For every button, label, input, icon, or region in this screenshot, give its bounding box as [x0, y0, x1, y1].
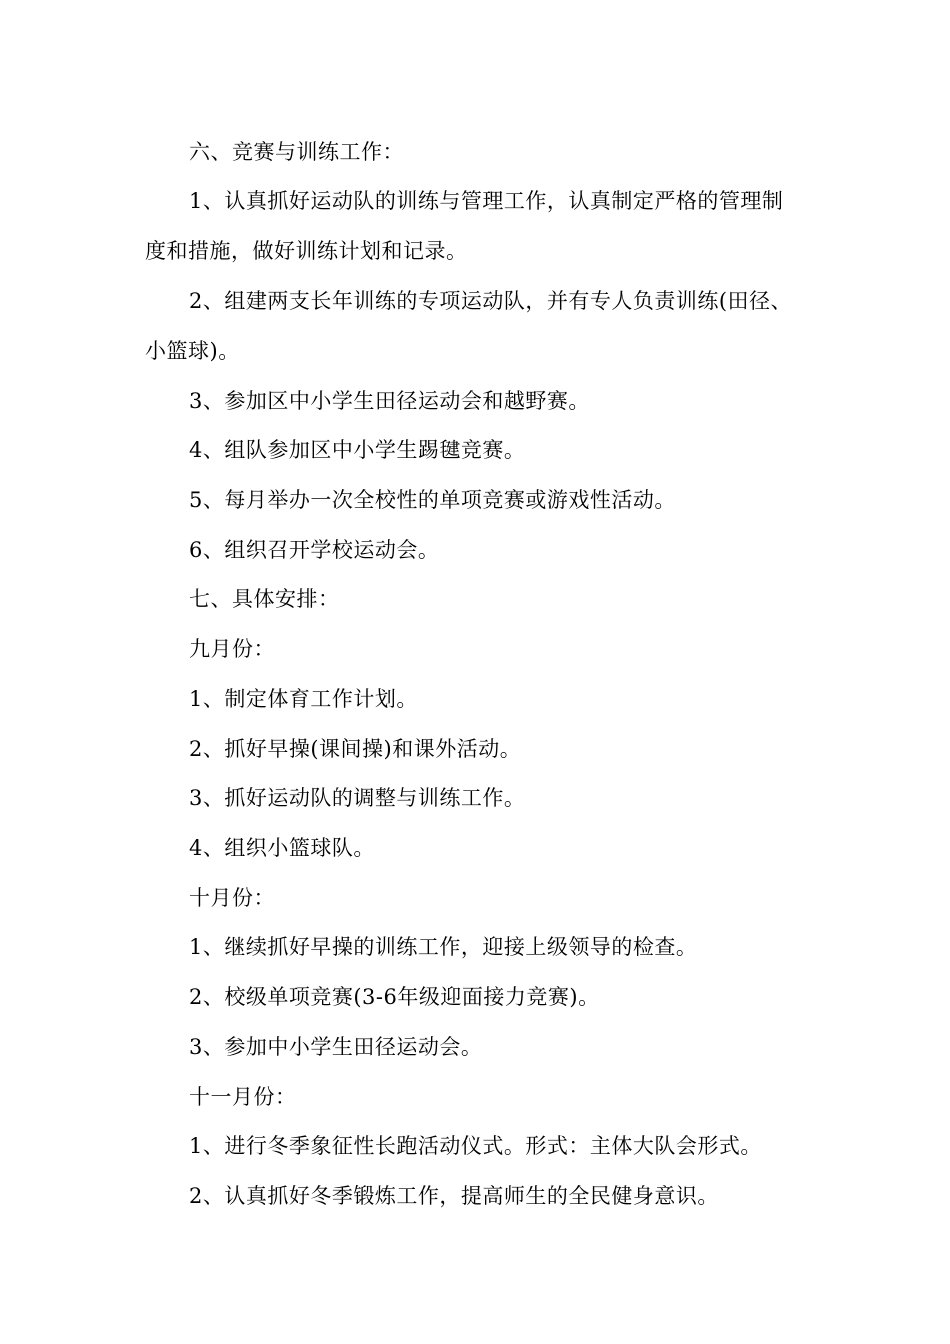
paragraph-line: 1、认真抓好运动队的训练与管理工作，认真制定严格的管理制: [189, 189, 784, 213]
paragraph-line: 2、组建两支长年训练的专项运动队，并有专人负责训练(田径、: [189, 289, 793, 313]
paragraph-line: 5、每月举办一次全校性的单项竞赛或游戏性活动。: [189, 488, 676, 512]
list-item: 2、抓好早操(课间操)和课外活动。: [189, 737, 522, 761]
section-heading-six: 六、竞赛与训练工作：: [189, 140, 404, 164]
section-heading-seven: 七、具体安排：: [189, 587, 340, 611]
paragraph-line: 4、组队参加区中小学生踢毽竞赛。: [189, 438, 526, 462]
list-item: 3、抓好运动队的调整与训练工作。: [189, 786, 526, 810]
paragraph-line: 6、组织召开学校运动会。: [189, 538, 440, 562]
list-item: 2、认真抓好冬季锻炼工作，提高师生的全民健身意识。: [189, 1184, 719, 1208]
paragraph-line: 3、参加区中小学生田径运动会和越野赛。: [189, 389, 590, 413]
month-heading-november: 十一月份：: [189, 1085, 297, 1109]
paragraph-line: 小篮球)。: [145, 339, 240, 363]
list-item: 1、进行冬季象征性长跑活动仪式。形式：主体大队会形式。: [189, 1134, 762, 1158]
list-item: 1、继续抓好早操的训练工作，迎接上级领导的检查。: [189, 935, 698, 959]
paragraph-line: 度和措施，做好训练计划和记录。: [145, 239, 468, 263]
list-item: 3、参加中小学生田径运动会。: [189, 1035, 483, 1059]
month-heading-september: 九月份：: [189, 637, 275, 661]
list-item: 1、制定体育工作计划。: [189, 687, 418, 711]
month-heading-october: 十月份：: [189, 886, 275, 910]
list-item: 2、校级单项竞赛(3-6年级迎面接力竞赛)。: [189, 985, 600, 1009]
list-item: 4、组织小篮球队。: [189, 836, 375, 860]
